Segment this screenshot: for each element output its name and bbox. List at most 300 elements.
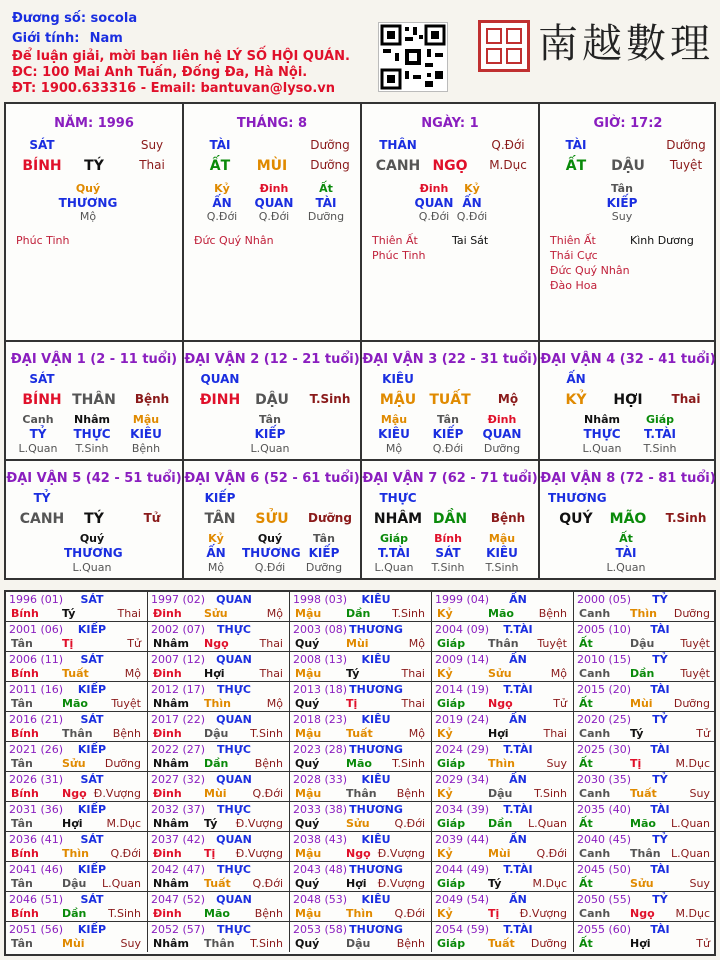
year-branch: Thân (204, 937, 235, 950)
luck-hidden-status: L.Quan (606, 561, 646, 574)
year-god: THỰC (217, 863, 251, 876)
year-stage: Thai (401, 697, 425, 710)
luck-hidden-god: THƯƠNG (242, 546, 301, 560)
year-stem: Ất (579, 637, 593, 650)
year-god: TỶ (652, 833, 668, 846)
year-stage: Suy (689, 877, 710, 890)
year-branch: Thân (62, 727, 93, 740)
hidden-stem: Kỷ (464, 182, 480, 195)
year-label: 2043 (48) (293, 863, 348, 876)
brand-logo: 南越數理 (538, 21, 714, 67)
luck-hidden-stem: Đinh (487, 413, 517, 426)
luck-hidden-status: L.Quan (582, 442, 622, 455)
luck-hidden-status: Dưỡng (483, 442, 521, 455)
year-cell (574, 682, 716, 712)
year-label: 2019 (24) (435, 713, 490, 726)
year-label: 2014 (19) (435, 683, 490, 696)
year-label: 2007 (12) (151, 653, 206, 666)
year-stem: Quý (295, 757, 320, 770)
star-item: Đức Quý Nhân (194, 234, 274, 247)
year-cell (290, 742, 432, 772)
year-label: 2006 (11) (9, 653, 64, 666)
year-stem: Canh (579, 787, 611, 800)
year-stem: Giáp (437, 637, 466, 650)
star-item-secondary: Tai Sát (452, 234, 489, 247)
year-god: ẤN (509, 773, 527, 786)
year-god: THƯƠNG (349, 803, 403, 816)
luck-cell (184, 342, 360, 459)
year-cell (6, 622, 148, 652)
luck-hidden-god: T.TÀI (644, 427, 676, 441)
hidden-god: QUAN (414, 196, 454, 210)
year-stage: L.Quan (102, 877, 141, 890)
year-label: 2005 (10) (577, 623, 632, 636)
year-cell (148, 652, 290, 682)
star-item: Phúc Tinh (372, 249, 426, 262)
qr-code-icon (378, 22, 448, 92)
pillar-cell (6, 104, 182, 340)
year-cell (290, 652, 432, 682)
luck-hidden-god: ẤN (206, 546, 226, 560)
year-god: SÁT (80, 833, 104, 846)
year-god: KIÊU (361, 713, 391, 726)
year-cell (574, 892, 716, 922)
year-stem: Ất (579, 817, 593, 830)
year-god: SÁT (80, 893, 104, 906)
year-branch: Tuất (346, 727, 373, 740)
luck-hidden-status: Bệnh (131, 442, 161, 455)
luck-hidden-god: KIÊU (486, 546, 518, 560)
luck-branch: SỬU (255, 511, 289, 527)
year-label: 2053 (58) (293, 923, 348, 936)
year-god: TỶ (652, 773, 668, 786)
year-stage: Mộ (124, 667, 141, 680)
pillar-stage: Thai (139, 158, 165, 172)
year-label: 2003 (08) (293, 623, 348, 636)
year-label: 2002 (07) (151, 623, 206, 636)
year-cell (148, 772, 290, 802)
year-branch: Tý (630, 727, 644, 740)
year-branch: Sửu (630, 877, 654, 890)
year-label: 1998 (03) (293, 593, 348, 606)
pillar-cell (362, 104, 538, 340)
luck-cell (362, 342, 538, 459)
chart-grid (4, 102, 716, 580)
star-item: Thiên Ất (372, 234, 418, 247)
year-stage: Mộ (266, 607, 283, 620)
year-branch: Mùi (488, 847, 511, 860)
year-label: 2031 (36) (9, 803, 64, 816)
year-stage: Bệnh (538, 607, 567, 620)
year-god: KIÊU (361, 833, 391, 846)
pillar-branch: TÝ (84, 158, 104, 174)
year-cell (432, 862, 574, 892)
hidden-stem: Ất (319, 182, 333, 195)
year-stem: Giáp (437, 697, 466, 710)
year-cell (432, 772, 574, 802)
year-stage: Tuyệt (111, 697, 141, 710)
year-stage: Mộ (408, 637, 425, 650)
year-stage: Mộ (550, 667, 567, 680)
hidden-status: Suy (611, 210, 633, 223)
pillar-branch: DẬU (611, 158, 645, 174)
year-label: 1996 (01) (9, 593, 64, 606)
luck-hidden-stem: Nhâm (584, 413, 620, 426)
year-cell (432, 922, 574, 952)
year-stem: Nhâm (153, 637, 189, 650)
pillar-stem: BÍNH (22, 158, 62, 174)
year-stage: M.Dục (675, 907, 710, 920)
hidden-god: TÀI (315, 196, 337, 210)
year-cell (574, 772, 716, 802)
pillar-stem: ẤT (565, 158, 587, 174)
luck-stage: T.Sinh (309, 392, 351, 406)
year-branch: Tý (346, 667, 360, 680)
year-branch: Dậu (204, 727, 229, 740)
luck-hidden-god: KIÊU (130, 427, 162, 441)
year-stage: Tử (127, 637, 141, 650)
year-branch: Tuất (630, 787, 657, 800)
year-god: THƯƠNG (349, 923, 403, 936)
year-stage: T.Sinh (250, 937, 283, 950)
year-branch: Thìn (346, 907, 373, 920)
luck-stem: QUÝ (559, 511, 593, 527)
year-branch: Dần (346, 607, 371, 620)
year-stem: Canh (579, 847, 611, 860)
luck-hidden-stem: Kỷ (208, 532, 224, 545)
year-cell (6, 712, 148, 742)
luck-stem: KỶ (565, 392, 587, 408)
year-label: 2025 (30) (577, 743, 632, 756)
year-god: TỶ (652, 713, 668, 726)
star-item: Phúc Tinh (16, 234, 70, 247)
year-label: 2018 (23) (293, 713, 348, 726)
year-branch: Sửu (204, 607, 228, 620)
pillar-title: NĂM: 1996 (54, 116, 134, 131)
year-stage: Thai (543, 727, 567, 740)
year-label: 2054 (59) (435, 923, 490, 936)
luck-hidden-stem: Quý (257, 532, 283, 545)
luck-stem: TÂN (204, 511, 236, 527)
year-stem: Tân (11, 757, 33, 770)
hidden-status: Q.Đới (418, 210, 450, 223)
year-label: 2001 (06) (9, 623, 64, 636)
year-label: 2016 (21) (9, 713, 64, 726)
pillar-stem: ẤT (209, 158, 231, 174)
year-label: 2010 (15) (577, 653, 632, 666)
luck-hidden-stem: Nhâm (74, 413, 110, 426)
year-cell (290, 622, 432, 652)
luck-god: QUAN (200, 372, 240, 386)
year-stem: Quý (295, 637, 320, 650)
year-cell (432, 682, 574, 712)
year-branch: Ngọ (488, 697, 513, 710)
contact-phone-email: ĐT: 1900.633316 - Email: bantuvan@lyso.vn (12, 81, 336, 96)
year-cell (574, 742, 716, 772)
luck-title: ĐẠI VẬN 1 (2 - 11 tuổi) (10, 352, 178, 367)
year-stage: Dưỡng (530, 937, 567, 950)
star-item: Đào Hoa (550, 279, 598, 292)
year-god: QUAN (216, 653, 252, 666)
year-branch: Hợi (62, 817, 83, 830)
year-branch: Tuất (488, 937, 515, 950)
luck-hidden-status: T.Sinh (75, 442, 109, 455)
year-stage: Đ.Vượng (377, 877, 425, 890)
hidden-stem: Đinh (419, 182, 449, 195)
year-stage: Q.Đới (110, 847, 141, 860)
luck-cell (184, 461, 360, 578)
luck-god: THƯƠNG (548, 491, 607, 505)
year-label: 2049 (54) (435, 893, 490, 906)
year-stage: Suy (546, 757, 567, 770)
year-stem: Mậu (295, 907, 322, 920)
year-branch: Ngọ (630, 907, 655, 920)
year-stem: Canh (579, 667, 611, 680)
year-stage: T.Sinh (392, 607, 425, 620)
year-label: 1999 (04) (435, 593, 490, 606)
year-cell (290, 832, 432, 862)
year-cell (148, 712, 290, 742)
year-god: THỰC (217, 683, 251, 696)
luck-hidden-stem: Mậu (132, 413, 160, 426)
luck-hidden-god: THỰC (583, 427, 621, 441)
year-branch: Tị (62, 637, 74, 650)
year-stage: Bệnh (254, 907, 283, 920)
year-god: THƯƠNG (349, 863, 403, 876)
year-stem: Nhâm (153, 937, 189, 950)
pillar-stage: M.Dục (489, 158, 527, 172)
year-label: 2013 (18) (293, 683, 348, 696)
star-item: Đức Quý Nhân (550, 264, 630, 277)
year-god: KIẾP (77, 803, 107, 816)
luck-hidden-god: TỶ (29, 427, 47, 441)
pillar-right: Dưỡng (666, 138, 706, 152)
year-branch: Hợi (630, 937, 651, 950)
year-label: 2041 (46) (9, 863, 64, 876)
luck-cell (6, 342, 182, 459)
year-cell (574, 652, 716, 682)
year-cell (6, 892, 148, 922)
luck-cell (362, 461, 538, 578)
year-stem: Bính (11, 667, 39, 680)
year-stem: Giáp (437, 817, 466, 830)
year-stage: T.Sinh (392, 757, 425, 770)
luck-cell (6, 461, 182, 578)
year-cell (6, 682, 148, 712)
year-god: TÀI (650, 863, 670, 876)
year-label: 2045 (50) (577, 863, 632, 876)
star-item: Thái Cực (550, 249, 598, 262)
year-cell (148, 922, 290, 952)
pillar-stage: Tuyệt (669, 158, 703, 172)
hidden-status: Dưỡng (307, 210, 345, 223)
year-branch: Mùi (204, 787, 227, 800)
luck-hidden-stem: Tân (437, 413, 459, 426)
luck-stage: Bệnh (490, 511, 526, 525)
luck-hidden-stem: Giáp (379, 532, 409, 545)
hidden-god: ẤN (462, 196, 482, 210)
year-god: THƯƠNG (349, 743, 403, 756)
year-god: SÁT (80, 593, 104, 606)
year-stem: Kỷ (437, 787, 453, 800)
year-stem: Tân (11, 697, 33, 710)
hidden-god: QUAN (254, 196, 294, 210)
year-god: TÀI (650, 683, 670, 696)
hidden-status: Q.Đới (206, 210, 238, 223)
year-stem: Đinh (153, 847, 182, 860)
gender-row (12, 30, 123, 47)
year-stage: Tử (696, 937, 710, 950)
luck-hidden-status: L.Quan (72, 561, 112, 574)
year-god: THỰC (217, 923, 251, 936)
year-branch: Tý (488, 877, 502, 890)
year-god: TỶ (652, 593, 668, 606)
year-stage: Bệnh (396, 787, 425, 800)
year-branch: Dần (630, 667, 655, 680)
year-stage: T.Sinh (250, 727, 283, 740)
red-seal-icon (478, 20, 530, 72)
year-stage: M.Dục (675, 757, 710, 770)
pillar-right: Dưỡng (310, 138, 350, 152)
year-stem: Giáp (437, 757, 466, 770)
luck-branch: DẦN (432, 511, 468, 527)
year-god: QUAN (216, 713, 252, 726)
luck-hidden-status: Dưỡng (305, 561, 343, 574)
year-label: 2037 (42) (151, 833, 206, 846)
luck-title: ĐẠI VẬN 8 (72 - 81 tuổi) (540, 471, 716, 486)
luck-hidden-god: KIẾP (254, 427, 286, 441)
year-label: 2035 (40) (577, 803, 632, 816)
year-stage: Mộ (266, 697, 283, 710)
year-stage: Q.Đới (536, 847, 567, 860)
pillar-cell (184, 104, 360, 340)
year-stem: Bính (11, 907, 39, 920)
annual-table (4, 590, 716, 956)
year-label: 2048 (53) (293, 893, 348, 906)
luck-stage: Mộ (497, 392, 519, 406)
year-god: KIẾP (77, 623, 107, 636)
year-cell (290, 862, 432, 892)
year-branch: Ngọ (346, 847, 371, 860)
year-branch: Tuất (62, 667, 89, 680)
hidden-status: Q.Đới (456, 210, 488, 223)
year-stem: Kỷ (437, 667, 453, 680)
luck-stem: ĐINH (199, 392, 241, 408)
year-stem: Quý (295, 937, 320, 950)
year-stem: Nhâm (153, 757, 189, 770)
luck-hidden-status: L.Quan (18, 442, 58, 455)
year-cell (432, 652, 574, 682)
luck-stage: Thai (671, 392, 701, 406)
year-cell (432, 832, 574, 862)
year-label: 2030 (35) (577, 773, 632, 786)
luck-hidden-stem: Tân (259, 413, 281, 426)
luck-title: ĐẠI VẬN 3 (22 - 31 tuổi) (362, 352, 538, 367)
year-stem: Giáp (437, 877, 466, 890)
year-god: KIẾP (77, 923, 107, 936)
year-branch: Tị (346, 697, 358, 710)
year-branch: Mùi (630, 697, 653, 710)
luck-hidden-god: KIÊU (378, 427, 410, 441)
year-god: SÁT (80, 773, 104, 786)
year-cell (148, 832, 290, 862)
year-god: QUAN (216, 833, 252, 846)
pillar-god: SÁT (29, 138, 55, 152)
year-cell (6, 832, 148, 862)
year-god: THỰC (217, 743, 251, 756)
luck-stem: MẬU (379, 392, 417, 408)
year-branch: Dậu (62, 877, 87, 890)
luck-stem: BÍNH (22, 392, 62, 408)
year-god: T.TÀI (503, 743, 533, 756)
year-cell (574, 622, 716, 652)
luck-title: ĐẠI VẬN 7 (62 - 71 tuổi) (362, 471, 538, 486)
owner-name (12, 10, 137, 27)
year-stem: Tân (11, 637, 33, 650)
year-god: T.TÀI (503, 623, 533, 636)
year-god: THỰC (217, 803, 251, 816)
year-cell (290, 592, 432, 622)
pillar-title: GIỜ: 17:2 (593, 116, 663, 131)
hidden-stem: Quý (75, 182, 101, 195)
year-stage: Q.Đới (394, 817, 425, 830)
year-branch: Dần (62, 907, 87, 920)
year-stem: Nhâm (153, 817, 189, 830)
hidden-god: ẤN (212, 196, 232, 210)
luck-title: ĐẠI VẬN 4 (32 - 41 tuổi) (540, 352, 716, 367)
year-stem: Mậu (295, 607, 322, 620)
year-label: 2047 (52) (151, 893, 206, 906)
pillar-stage: Dưỡng (310, 158, 350, 172)
year-stem: Tân (11, 877, 33, 890)
year-god: T.TÀI (503, 683, 533, 696)
luck-branch: HỢI (613, 392, 643, 408)
year-branch: Dậu (488, 787, 513, 800)
year-branch: Thân (630, 847, 661, 860)
year-cell (574, 802, 716, 832)
luck-hidden-status: L.Quan (374, 561, 414, 574)
year-label: 2015 (20) (577, 683, 632, 696)
year-stage: Tử (553, 697, 567, 710)
luck-stage: Tử (143, 511, 161, 525)
luck-branch: TUẤT (429, 392, 471, 408)
year-label: 2040 (45) (577, 833, 632, 846)
year-branch: Thìn (204, 697, 231, 710)
hidden-status: Mộ (79, 210, 97, 223)
hidden-stem: Tân (611, 182, 633, 195)
pillar-title: NGÀY: 1 (421, 116, 479, 131)
year-god: ẤN (509, 833, 527, 846)
year-stem: Mậu (295, 727, 322, 740)
year-branch: Tý (62, 607, 76, 620)
year-stem: Ất (579, 697, 593, 710)
year-cell (432, 742, 574, 772)
year-cell (574, 712, 716, 742)
year-cell (290, 682, 432, 712)
luck-god: TỶ (33, 491, 51, 505)
year-branch: Thìn (630, 607, 657, 620)
year-branch: Hợi (488, 727, 509, 740)
year-branch: Dậu (346, 937, 371, 950)
year-branch: Mão (630, 817, 656, 830)
year-stage: Đ.Vượng (235, 817, 283, 830)
year-stem: Kỷ (437, 907, 453, 920)
year-stem: Quý (295, 697, 320, 710)
year-cell (290, 712, 432, 742)
year-branch: Tị (488, 907, 500, 920)
year-god: KIÊU (361, 893, 391, 906)
gender-label: Giới tính: (12, 31, 80, 46)
